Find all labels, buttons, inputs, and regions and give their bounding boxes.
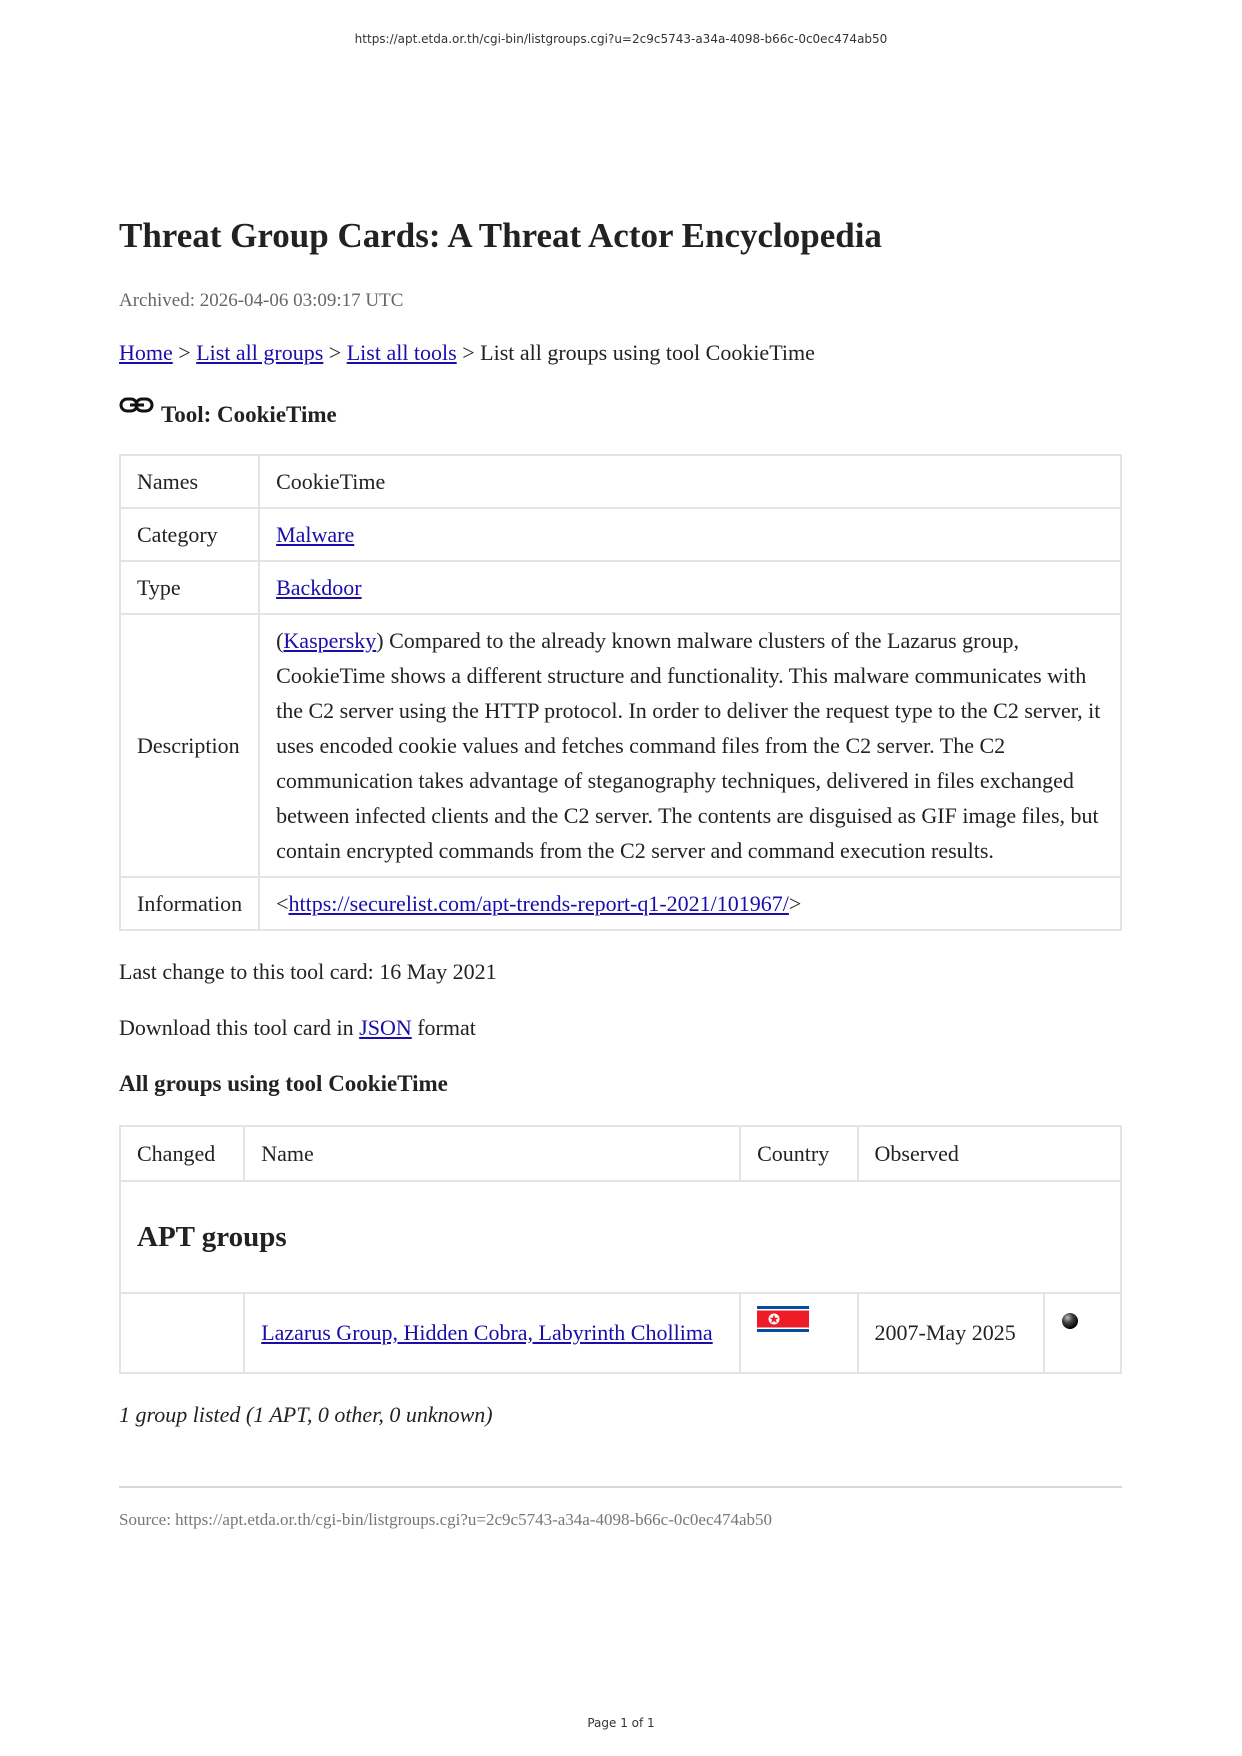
group-name-link[interactable]: Lazarus Group, Hidden Cobra, Labyrinth Chollima (261, 1320, 713, 1345)
description-text: Compared to the already known malware clusters of the Lazarus group, CookieTime shows a different structure and functionality. This malware communicates with the C2 server using the HTTP protocol. In order to deliver the request type to the C2 server, it uses encoded cookie values and fetches command files from the C2 server. The C2 communication takes advantage of steganography techniques, delivered in files exchanged between infected clients and the C2 server. The contents are disguised as GIF image files, but contain encrypted commands from the C2 server and command execution results. (276, 628, 1101, 863)
type-cell (259, 561, 1121, 614)
securelist-link[interactable]: https://securelist.com/apt-trends-report-q1-2021/101967/ (288, 890, 789, 916)
main-content (119, 212, 1122, 1530)
table-row (120, 877, 1121, 930)
source-url: Source: https://apt.etda.or.th/cgi-bin/listgroups.cgi?u=2c9c5743-a34a-4098-b66c-0c0ec474ab50 (119, 1510, 773, 1529)
download-prefix: Download this tool card in (119, 1015, 360, 1040)
country-cell (740, 1293, 857, 1373)
header-country: Country (740, 1126, 857, 1181)
names-label: Names (120, 455, 259, 508)
table-row (120, 455, 1121, 508)
breadcrumb-separator: > (172, 340, 197, 365)
angle-open: < (276, 890, 289, 916)
header-observed: Observed (858, 1126, 1121, 1181)
json-download-link[interactable]: JSON (359, 1015, 412, 1040)
breadcrumb-list-tools-link[interactable]: List all tools (346, 340, 457, 365)
print-header-url: https://apt.etda.or.th/cgi-bin/listgroups.cgi?u=2c9c5743-a34a-4098-b66c-0c0ec474ab50 (354, 32, 888, 46)
information-cell (259, 877, 1121, 930)
last-change-text: Last change to this tool card: 16 May 2021 (119, 959, 497, 984)
breadcrumb-separator: > (456, 340, 481, 365)
kaspersky-link[interactable]: Kaspersky (283, 628, 377, 653)
table-row (120, 561, 1121, 614)
names-value: CookieTime (259, 455, 1121, 508)
type-label: Type (120, 561, 259, 614)
category-cell (259, 508, 1121, 561)
header-changed: Changed (120, 1126, 244, 1181)
description-paren-close: ) (376, 628, 384, 653)
description-label: Description (120, 614, 259, 877)
header-name: Name (244, 1126, 740, 1181)
observed-cell: 2007-May 2025 (858, 1293, 1044, 1373)
tool-heading-text: Tool: CookieTime (161, 402, 337, 427)
name-cell (244, 1293, 740, 1373)
page-title: Threat Group Cards: A Threat Actor Encyclopedia (119, 216, 882, 255)
breadcrumb (119, 340, 1122, 366)
changed-cell (120, 1293, 244, 1373)
dark-sphere-icon (1061, 1312, 1079, 1330)
information-label: Information (120, 877, 259, 930)
download-suffix: format (411, 1015, 476, 1040)
breadcrumb-current: List all groups using tool CookieTime (480, 340, 815, 365)
table-row (120, 1293, 1121, 1373)
groups-table (119, 1125, 1122, 1374)
groups-summary: 1 group listed (1 APT, 0 other, 0 unknown) (119, 1402, 493, 1427)
section-row (120, 1181, 1121, 1293)
tool-info-table (119, 454, 1122, 931)
description-cell (259, 614, 1121, 877)
status-cell (1044, 1293, 1122, 1373)
breadcrumb-list-groups-link[interactable]: List all groups (196, 340, 324, 365)
table-header-row (120, 1126, 1121, 1181)
groups-heading: All groups using tool CookieTime (119, 1071, 448, 1096)
download-line (119, 1015, 1122, 1041)
divider (119, 1486, 1122, 1488)
table-row (120, 508, 1121, 561)
tool-heading (119, 396, 1122, 428)
angle-close: > (788, 890, 802, 916)
north-korea-flag-icon (757, 1306, 809, 1332)
breadcrumb-home-link[interactable]: Home (119, 340, 173, 365)
table-row (120, 614, 1121, 877)
link-icon (119, 396, 155, 418)
description-paren-open: ( (276, 628, 284, 653)
type-link[interactable]: Backdoor (276, 574, 362, 600)
breadcrumb-separator: > (323, 340, 347, 365)
section-apt-groups: APT groups (120, 1181, 1121, 1293)
category-link[interactable]: Malware (276, 521, 355, 547)
page-number: Page 1 of 1 (587, 1716, 655, 1730)
archived-timestamp: Archived: 2026-04-06 03:09:17 UTC (119, 290, 404, 311)
category-label: Category (120, 508, 259, 561)
